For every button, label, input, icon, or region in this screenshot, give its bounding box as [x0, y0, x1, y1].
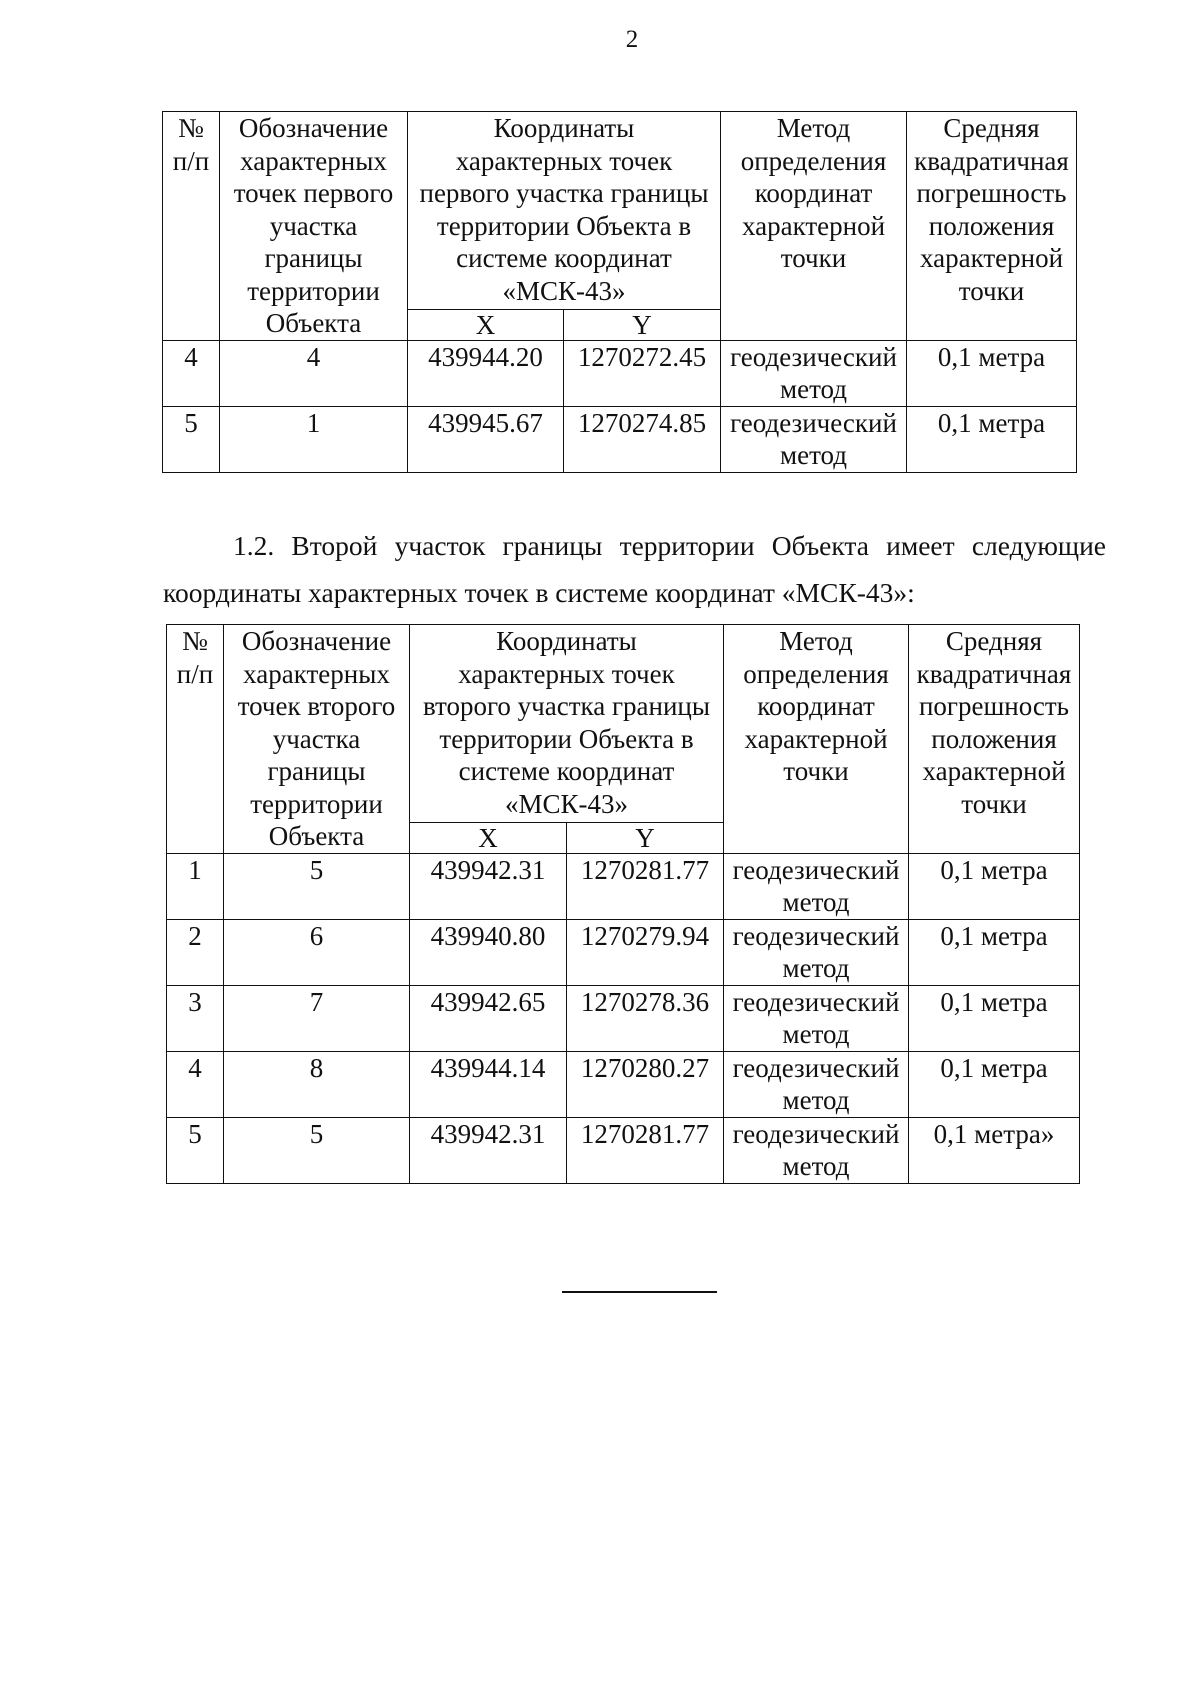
cell-point: 5 — [224, 1117, 410, 1183]
table-header-row — [163, 112, 1077, 310]
cell-error: 0,1 метра» — [909, 1117, 1080, 1183]
cell-y: 1270272.45 — [564, 340, 721, 406]
header-coordinates: Координаты характерных точек первого участка границы территории Объекта в системе координат «МСК-43» — [408, 112, 721, 310]
header-num: № п/п — [167, 625, 224, 854]
cell-method: геодезический метод — [724, 985, 909, 1051]
table-body — [163, 112, 1077, 473]
table-row — [167, 1117, 1080, 1183]
cell-y: 1270279.94 — [567, 919, 724, 985]
cell-x: 439942.65 — [410, 985, 567, 1051]
cell-method: геодезический метод — [721, 406, 907, 472]
header-y: Y — [564, 309, 721, 340]
table-header-row — [167, 625, 1080, 823]
cell-y: 1270281.77 — [567, 1117, 724, 1183]
cell-error: 0,1 метра — [909, 853, 1080, 919]
cell-x: 439944.14 — [410, 1051, 567, 1117]
cell-y: 1270281.77 — [567, 853, 724, 919]
cell-num: 5 — [167, 1117, 224, 1183]
cell-num: 4 — [167, 1051, 224, 1117]
header-num: № п/п — [163, 112, 220, 341]
cell-method: геодезический метод — [724, 853, 909, 919]
coordinates-table-second-section — [166, 624, 1080, 1184]
table-row — [163, 340, 1077, 406]
table-row — [167, 853, 1080, 919]
cell-method: геодезический метод — [724, 1051, 909, 1117]
cell-num: 5 — [163, 406, 220, 472]
header-error: Средняя квадратичная погрешность положения характерной точки — [909, 625, 1080, 854]
cell-y: 1270274.85 — [564, 406, 721, 472]
coordinates-table-first-section — [162, 111, 1077, 473]
cell-point: 7 — [224, 985, 410, 1051]
header-designation: Обозначение характерных точек первого участка границы территории Объекта — [220, 112, 408, 341]
cell-x: 439944.20 — [408, 340, 564, 406]
header-coordinates: Координаты характерных точек второго участка границы территории Объекта в системе координат «МСК-43» — [410, 625, 724, 823]
cell-point: 5 — [224, 853, 410, 919]
cell-x: 439940.80 — [410, 919, 567, 985]
cell-x: 439942.31 — [410, 1117, 567, 1183]
table-body — [167, 625, 1080, 1184]
section-paragraph — [163, 522, 1106, 616]
cell-y: 1270280.27 — [567, 1051, 724, 1117]
cell-error: 0,1 метра — [909, 985, 1080, 1051]
header-y: Y — [567, 822, 724, 853]
cell-error: 0,1 метра — [907, 340, 1077, 406]
end-of-document-rule — [562, 1291, 717, 1293]
cell-x: 439942.31 — [410, 853, 567, 919]
table-row — [167, 919, 1080, 985]
page-number: 2 — [625, 26, 639, 53]
table-row — [167, 1051, 1080, 1117]
cell-error: 0,1 метра — [909, 919, 1080, 985]
table-row — [167, 985, 1080, 1051]
header-x: X — [408, 309, 564, 340]
cell-method: геодезический метод — [724, 919, 909, 985]
cell-x: 439945.67 — [408, 406, 564, 472]
header-method: Метод определения координат характерной точки — [721, 112, 907, 341]
cell-method: геодезический метод — [721, 340, 907, 406]
paragraph-line-1: 1.2. Второй участок границы территории Объекта имеет следующие — [233, 530, 1106, 561]
cell-method: геодезический метод — [724, 1117, 909, 1183]
cell-error: 0,1 метра — [909, 1051, 1080, 1117]
header-error: Средняя квадратичная погрешность положения характерной точки — [907, 112, 1077, 341]
header-method: Метод определения координат характерной точки — [724, 625, 909, 854]
cell-y: 1270278.36 — [567, 985, 724, 1051]
cell-point: 6 — [224, 919, 410, 985]
cell-point: 4 — [220, 340, 408, 406]
cell-num: 2 — [167, 919, 224, 985]
paragraph-line-2: координаты характерных точек в системе координат «МСК-43»: — [163, 577, 915, 608]
table-row — [163, 406, 1077, 472]
header-designation: Обозначение характерных точек второго участка границы территории Объекта — [224, 625, 410, 854]
cell-point: 8 — [224, 1051, 410, 1117]
cell-num: 3 — [167, 985, 224, 1051]
cell-error: 0,1 метра — [907, 406, 1077, 472]
cell-num: 1 — [167, 853, 224, 919]
cell-num: 4 — [163, 340, 220, 406]
cell-point: 1 — [220, 406, 408, 472]
header-x: X — [410, 822, 567, 853]
